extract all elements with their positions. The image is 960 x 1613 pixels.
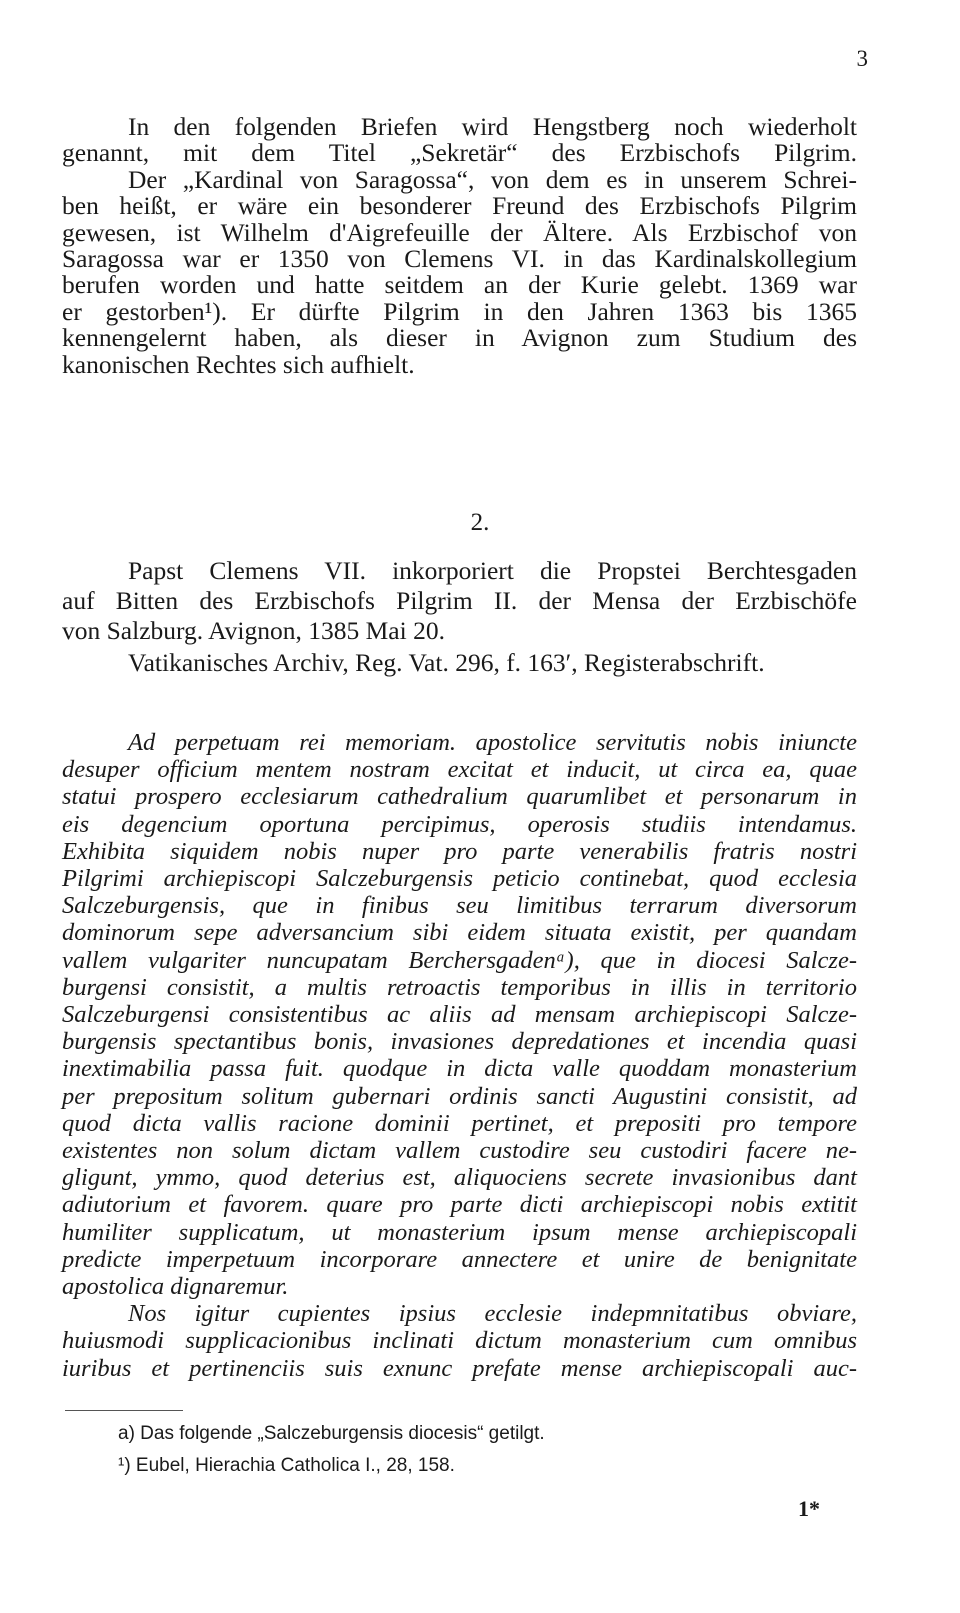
intro-line: ben heißt, er wäre ein besonderer Freund des Erzbischofs Pilgrim — [62, 191, 857, 221]
latin-line: per prepositum solitum gubernari ordinis sancti Augustini consistit, ad — [62, 1082, 857, 1110]
latin-line: predicte imperpetuum incorporare annectere et unire de benignitate — [62, 1245, 857, 1273]
footnote-rule — [65, 1410, 183, 1411]
footnote-2: ¹) Eubel, Hierachia Catholica I., 28, 158. — [118, 1455, 455, 1476]
section-number: 2. — [470, 509, 490, 536]
intro-line: Saragossa war er 1350 von Clemens VI. in das Kardinalskollegium — [62, 244, 857, 273]
signature-mark: 1* — [798, 1496, 820, 1521]
intro-line: er gestorben¹). Er dürfte Pilgrim in den Jahren 1363 bis 1365 — [62, 296, 857, 326]
source-note: Vatikanisches Archiv, Reg. Vat. 296, f. 163′, Registerabschrift. — [128, 648, 765, 677]
latin-line: humiliter supplicatum, ut monasterium ipsum mense archiepiscopali — [62, 1218, 857, 1246]
latin-line: quod dicta vallis racione dominii pertinet, et prepositi pro tempore — [62, 1109, 857, 1137]
latin-line: apostolica dignaremur. — [62, 1273, 289, 1300]
latin-line: burgensis spectantibus bonis, invasiones depredationes et incendia quasi — [62, 1028, 857, 1056]
intro-line: genannt, mit dem Titel „Sekretär“ des Erzbischofs Pilgrim. — [62, 138, 857, 168]
page-number: 3 — [856, 46, 868, 71]
intro-line: Der „Kardinal von Saragossa“, von dem es in unserem Schrei- — [128, 164, 857, 194]
latin-line: existentes non solum dictam vallem custodire seu custodiri facere ne- — [62, 1137, 857, 1164]
intro-line: berufen worden und hatte seitdem an der Kurie gelebt. 1369 war — [62, 270, 857, 300]
latin-line: Exhibita siquidem nobis nuper pro parte venerabilis fratris nostri — [62, 837, 857, 865]
latin-line: eis degencium oportuna percipimus, operosis studiis intendamus. — [62, 810, 857, 838]
latin-line: dominorum sepe adversancium sibi eidem situata existit, per quandam — [62, 919, 857, 947]
latin-line: inextimabilia passa fuit. quodque in dicta valle quoddam monasterium — [62, 1055, 857, 1083]
latin-line: desuper officium mentem nostram excitat et inducit, ut circa ea, quae — [62, 756, 857, 784]
latin-line: Salczeburgensi consistentibus ac aliis ad mensam archiepiscopi Salcze- — [62, 1001, 857, 1028]
regest-line: von Salzburg. Avignon, 1385 Mai 20. — [62, 616, 445, 645]
regest-line: Papst Clemens VII. inkorporiert die Propstei Berchtesgaden — [128, 556, 857, 585]
intro-line: kanonischen Rechtes sich aufhielt. — [62, 349, 415, 379]
latin-line: Ad perpetuam rei memoriam. apostolice servitutis nobis iniuncte — [128, 729, 857, 756]
regest-line: auf Bitten des Erzbischofs Pilgrim II. der Mensa der Erzbischöfe — [62, 586, 857, 615]
intro-line: kennengelernt haben, als dieser in Avignon zum Studium des — [62, 323, 857, 353]
latin-line: vallem vulgariter nuncupatam Berchersgadenᵃ), que in diocesi Salcze- — [62, 946, 857, 974]
latin-line: gligunt, ymmo, quod deterius est, aliquociens secrete invasionibus dant — [62, 1164, 857, 1192]
latin-line: huiusmodi supplicacionibus inclinati dictum monasterium cum omnibus — [62, 1327, 857, 1355]
intro-line: gewesen, ist Wilhelm d'Aigrefeuille der Ältere. Als Erzbischof von — [62, 217, 857, 247]
latin-line: Pilgrimi archiepiscopi Salczeburgensis peticio continebat, quod ecclesia — [62, 865, 857, 892]
latin-line: iuribus et pertinenciis suis exnunc prefate mense archiepiscopali auc- — [62, 1354, 857, 1382]
latin-line: adiutorium et favorem. quare pro parte dicti archiepiscopi nobis extitit — [62, 1191, 857, 1219]
footnote-1: a) Das folgende „Salczeburgensis diocesis“ getilgt. — [118, 1423, 545, 1444]
intro-line: In den folgenden Briefen wird Hengstberg noch wiederholt — [128, 112, 857, 141]
latin-line: statui prospero ecclesiarum cathedralium quarumlibet et personarum in — [62, 783, 857, 811]
latin-line: Salczeburgensis, que in finibus seu limitibus terrarum diversorum — [62, 892, 857, 920]
latin-line: burgensi consistit, a multis retroactis temporibus in illis in territorio — [62, 973, 857, 1001]
latin-line: Nos igitur cupientes ipsius ecclesie indepmnitatibus obviare, — [128, 1300, 857, 1328]
